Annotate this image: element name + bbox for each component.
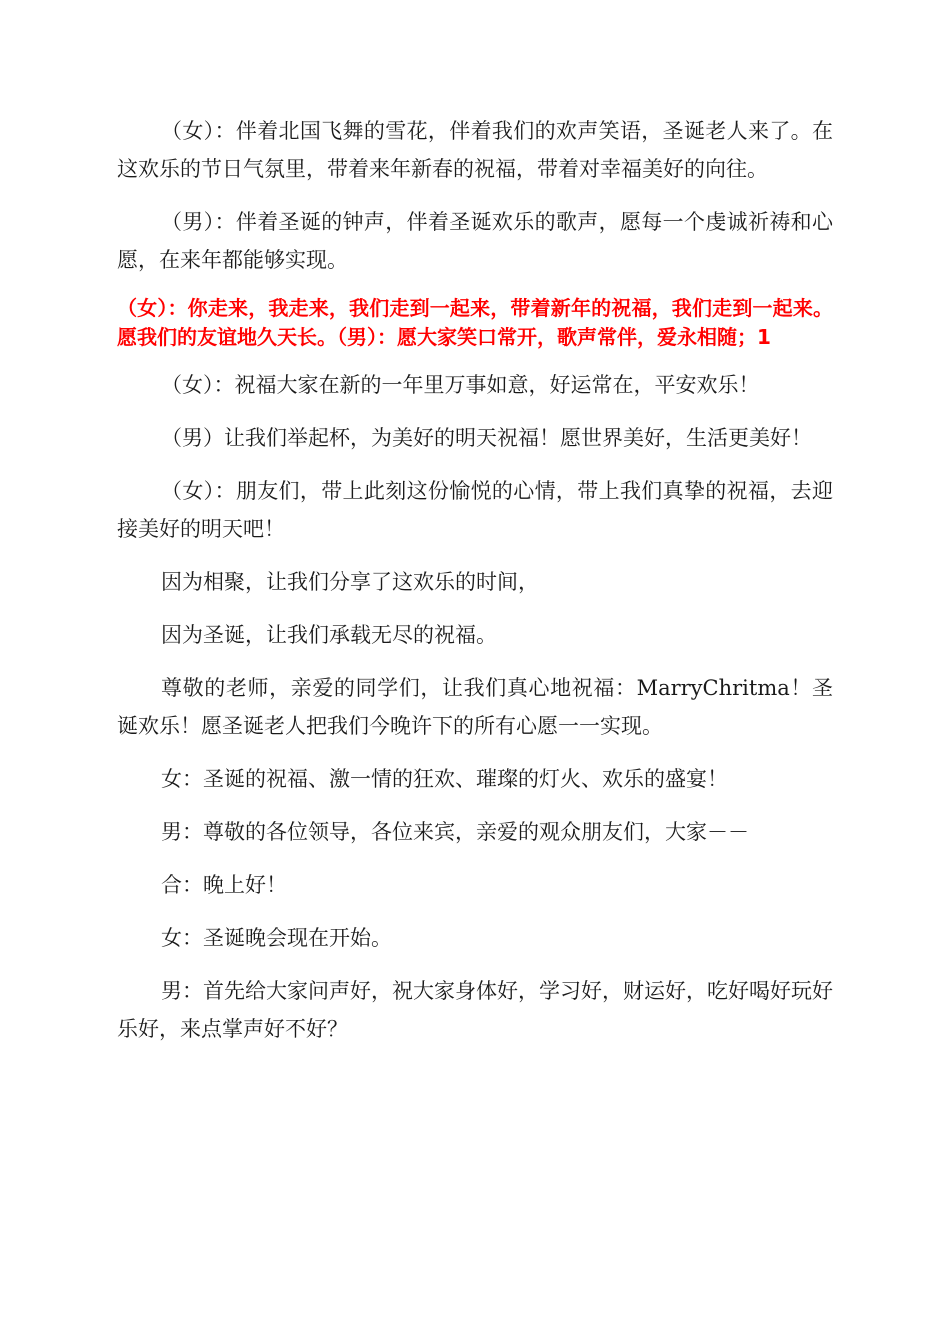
document-body (117, 112, 833, 1063)
paragraph-1: （女）：伴着北国飞舞的雪花，伴着我们的欢声笑语，圣诞老人来了。在这欢乐的节日气氛里，带着来年新春的祝福，带着对幸福美好的向往。 (117, 119, 833, 181)
paragraph-4: （女）：祝福大家在新的一年里万事如意，好运常在，平安欢乐！ (161, 373, 760, 397)
paragraph-8: 因为圣诞，让我们承载无尽的祝福。 (161, 623, 497, 647)
paragraph-7: 因为相聚，让我们分享了这欢乐的时间， (161, 570, 539, 594)
paragraph-11: 男：尊敬的各位领导，各位来宾，亲爱的观众朋友们，大家－－ (161, 820, 749, 844)
highlighted-paragraph: （女）：你走来，我走来，我们走到一起来，带着新年的祝福，我们走到一起来。愿我们的友谊地久天长。（男）：愿大家笑口常开，歌声常伴，爱永相随；1 (117, 296, 833, 349)
paragraph-2: （男）：伴着圣诞的钟声，伴着圣诞欢乐的歌声，愿每一个虔诚祈祷和心愿，在来年都能够实现。 (117, 210, 833, 272)
paragraph-12: 合：晚上好！ (161, 873, 287, 897)
paragraph-5: （男）让我们举起杯，为美好的明天祝福！愿世界美好，生活更美好！ (161, 426, 812, 450)
paragraph-10: 女：圣诞的祝福、激一情的狂欢、璀璨的灯火、欢乐的盛宴！ (161, 767, 728, 791)
paragraph-13: 女：圣诞晚会现在开始。 (161, 926, 392, 950)
paragraph-14: 男：首先给大家问声好，祝大家身体好，学习好，财运好，吃好喝好玩好乐好，来点掌声好不好？ (117, 979, 833, 1041)
paragraph-6: （女）：朋友们，带上此刻这份愉悦的心情，带上我们真挚的祝福，去迎接美好的明天吧！ (117, 479, 833, 541)
paragraph-9: 尊敬的老师，亲爱的同学们，让我们真心地祝福：MarryChritma！圣诞欢乐！愿圣诞老人把我们今晚许下的所有心愿一一实现。 (117, 676, 833, 738)
